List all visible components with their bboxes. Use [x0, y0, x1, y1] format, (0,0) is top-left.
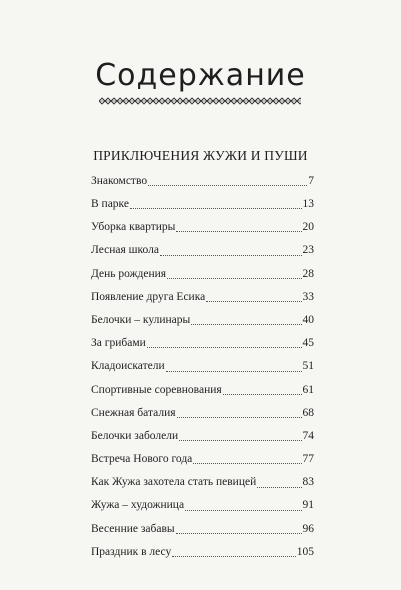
dot-leader: [193, 463, 301, 464]
toc-entry-page-number: 91: [302, 499, 314, 512]
toc-entry[interactable]: [91, 471, 314, 494]
toc-entry[interactable]: [91, 216, 314, 239]
toc-entry-title: Снежная баталия: [91, 406, 176, 419]
dot-leader: [179, 440, 301, 441]
dot-leader: [130, 208, 302, 209]
toc-entry-page-number: 28: [302, 267, 314, 280]
dot-leader: [223, 394, 302, 395]
table-of-contents: [91, 170, 314, 564]
toc-entry-title: Встреча Нового года: [91, 453, 193, 466]
toc-entry-title: Знакомство: [91, 174, 148, 187]
toc-entry-title: Как Жужа захотела стать певицей: [91, 476, 257, 489]
toc-entry[interactable]: [91, 495, 314, 518]
toc-entry[interactable]: [91, 541, 314, 564]
toc-entry-page-number: 45: [302, 337, 314, 350]
toc-entry-title: Спортивные соревнования: [91, 383, 222, 396]
toc-entry-title: Появление друга Есика: [91, 290, 206, 303]
section-title: ПРИКЛЮЧЕНИЯ ЖУЖИ И ПУШИ: [93, 148, 308, 163]
toc-entry[interactable]: [91, 402, 314, 425]
toc-entry-page-number: 23: [302, 244, 314, 257]
toc-entry-page-number: 105: [296, 545, 314, 558]
dot-leader: [148, 185, 307, 186]
toc-entry[interactable]: [91, 240, 314, 263]
toc-entry-page-number: 7: [308, 174, 314, 187]
toc-entry[interactable]: [91, 448, 314, 471]
toc-entry-title: День рождения: [91, 267, 167, 280]
toc-entry-page-number: 77: [302, 453, 314, 466]
toc-entry-title: Праздник в лесу: [91, 545, 172, 558]
toc-entry-title: Белочки – кулинары: [91, 313, 191, 326]
page-title: Содержание: [95, 58, 306, 93]
toc-entry[interactable]: [91, 263, 314, 286]
toc-entry-page-number: 83: [302, 476, 314, 489]
toc-entry[interactable]: [91, 286, 314, 309]
toc-entry-title: Весенние забавы: [91, 522, 175, 535]
dot-leader: [176, 231, 301, 232]
dot-leader: [257, 487, 301, 488]
dot-leader: [191, 324, 301, 325]
toc-entry-page-number: 61: [302, 383, 314, 396]
dot-leader: [147, 347, 302, 348]
decorative-ornament: [99, 95, 301, 107]
toc-entry-page-number: 74: [302, 429, 314, 442]
toc-entry-page-number: 68: [302, 406, 314, 419]
toc-entry-title: Лесная школа: [91, 244, 159, 257]
toc-entry-title: Жужа – художница: [91, 499, 185, 512]
toc-entry[interactable]: [91, 356, 314, 379]
dot-leader: [206, 301, 301, 302]
toc-entry-title: Белочки заболели: [91, 429, 179, 442]
dot-leader: [177, 417, 302, 418]
toc-entry[interactable]: [91, 379, 314, 402]
toc-entry-title: Кладоискатели: [91, 360, 165, 373]
toc-entry-title: Уборка квартиры: [91, 221, 176, 234]
dot-leader: [185, 510, 301, 511]
toc-entry-page-number: 33: [302, 290, 314, 303]
toc-entry-page-number: 13: [302, 198, 314, 211]
toc-entry-page-number: 20: [302, 221, 314, 234]
toc-entry[interactable]: [91, 309, 314, 332]
toc-entry[interactable]: [91, 193, 314, 216]
toc-entry-title: В парке: [91, 198, 129, 211]
dot-leader: [172, 556, 295, 557]
toc-entry[interactable]: [91, 332, 314, 355]
toc-entry-page-number: 96: [302, 522, 314, 535]
dot-leader: [160, 255, 302, 256]
toc-entry-page-number: 51: [302, 360, 314, 373]
toc-entry[interactable]: [91, 170, 314, 193]
toc-entry-title: За грибами: [91, 337, 146, 350]
toc-entry[interactable]: [91, 425, 314, 448]
dot-leader: [167, 278, 301, 279]
dot-leader: [166, 371, 302, 372]
toc-entry[interactable]: [91, 518, 314, 541]
dot-leader: [176, 533, 302, 534]
toc-entry-page-number: 40: [302, 313, 314, 326]
